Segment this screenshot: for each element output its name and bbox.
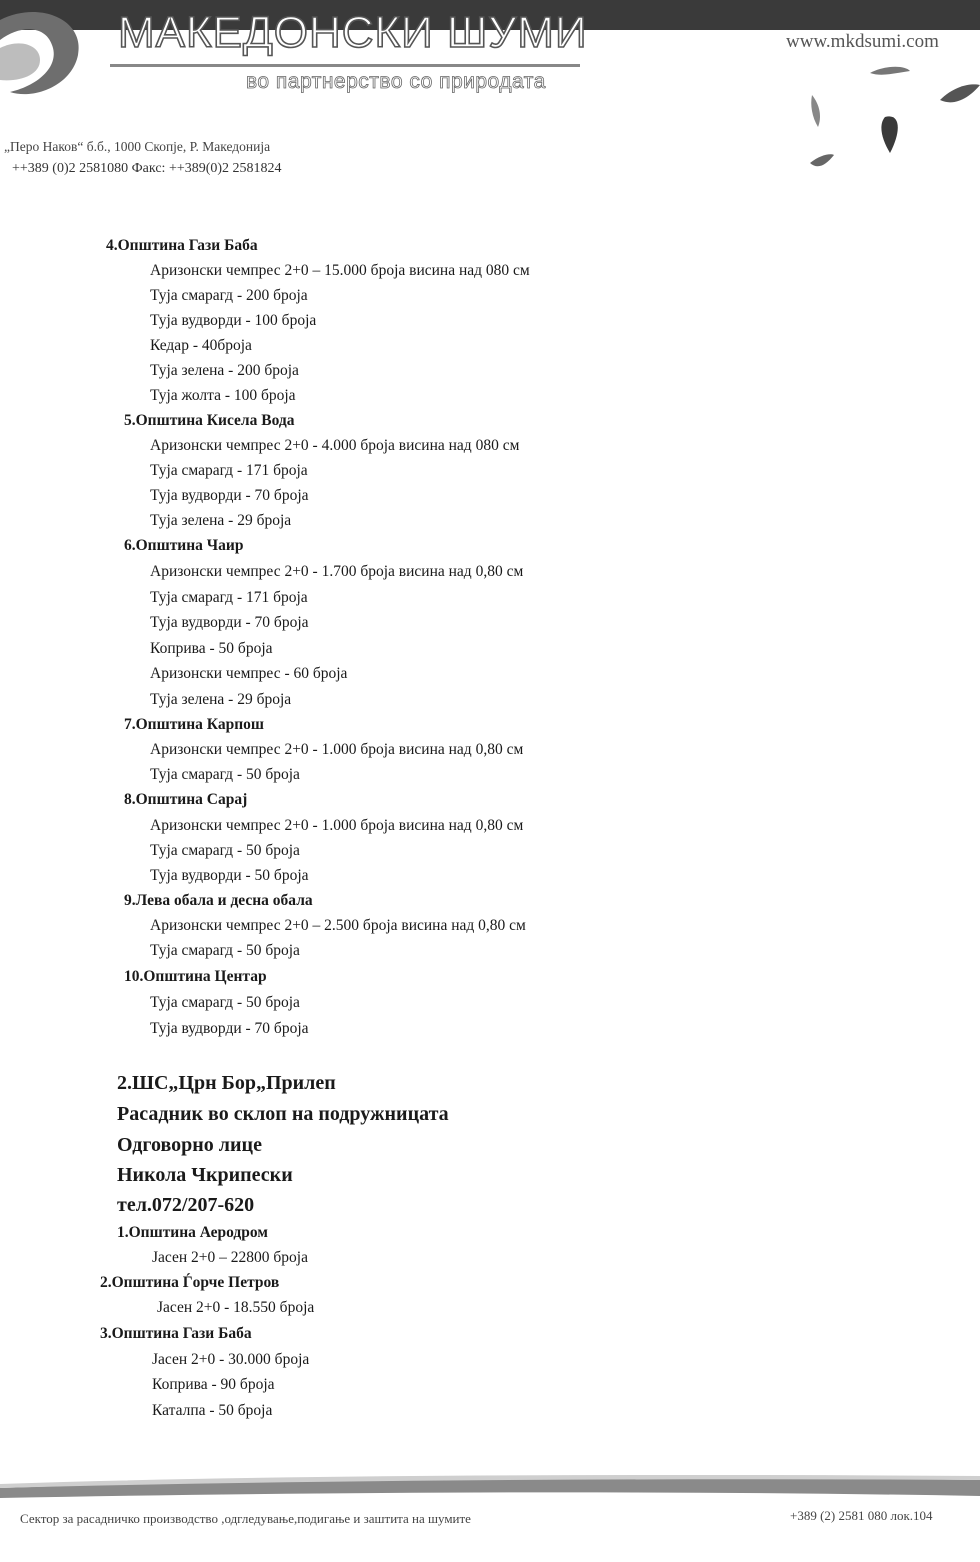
section-heading: 6.Општина Чаир [124, 537, 244, 554]
list-item: Аризонски чемпрес 2+0 – 2.500 броја висина над 0,80 см [150, 917, 526, 934]
list-item: Туја вудворди - 100 броја [150, 312, 317, 329]
list-item: Коприва - 90 броја [152, 1376, 275, 1393]
section-heading: 5.Општина Кисела Вода [124, 412, 295, 429]
section-heading: 4.Општина Гази Баба [106, 237, 258, 254]
section-heading: 1.Општина Аеродром [117, 1224, 268, 1241]
list-item: Туја смарагд - 171 броја [150, 462, 308, 479]
list-item: Туја смарагд - 50 броја [150, 942, 300, 959]
list-item: Кедар - 40броја [150, 337, 252, 354]
brand-title: МАКЕДОНСКИ ШУМИ [118, 8, 588, 57]
company-logo-icon [0, 0, 90, 105]
list-item: Каталпа - 50 броја [152, 1402, 273, 1419]
footer-divider-band [0, 1474, 980, 1500]
section-heading: 8.Општина Сарај [124, 791, 248, 808]
list-item: Јасен 2+0 - 30.000 броја [152, 1351, 310, 1368]
list-item: Аризонски чемпрес 2+0 – 15.000 броја висина над 080 см [150, 262, 530, 279]
section-heading: Никола Чкрипески [117, 1164, 293, 1186]
list-item: Туја вудворди - 50 броја [150, 867, 309, 884]
list-item: Аризонски чемпрес 2+0 - 1.700 броја висина над 0,80 см [150, 563, 524, 580]
list-item: Туја вудворди - 70 броја [150, 1020, 309, 1037]
section-heading: Расадник во склоп на подружницата [117, 1103, 449, 1125]
list-item: Аризонски чемпрес 2+0 - 4.000 броја висина над 080 см [150, 437, 520, 454]
list-item: Коприва - 50 броја [150, 640, 273, 657]
brand-underline [110, 64, 580, 67]
list-item: Туја смарагд - 50 броја [150, 994, 300, 1011]
list-item: Јасен 2+0 – 22800 броја [152, 1249, 308, 1266]
list-item: Туја зелена - 29 броја [150, 691, 292, 708]
section-heading: 10.Општина Центар [124, 968, 267, 985]
section-heading: 3.Општина Гази Баба [100, 1325, 252, 1342]
decorative-leaves-icon [790, 55, 980, 190]
company-address: „Перо Наков“ б.б., 1000 Скопје, Р. Македонија [4, 139, 271, 154]
section-heading: 9.Лева обала и десна обала [124, 892, 313, 909]
list-item: Туја зелена - 200 броја [150, 362, 299, 379]
list-item: Аризонски чемпрес 2+0 - 1.000 броја висина над 0,80 см [150, 817, 524, 834]
list-item: Туја смарагд - 200 броја [150, 287, 308, 304]
list-item: Туја смарагд - 50 броја [150, 766, 300, 783]
list-item: Аризонски чемпрес - 60 броја [150, 665, 348, 682]
footer-sector-text: Сектор за расадничко производство ,одгледување,подигање и заштита на шумите [20, 1511, 471, 1526]
section-heading: 2.ШС„Црн Бор„Прилеп [117, 1072, 336, 1094]
list-item: Јасен 2+0 - 18.550 броја [157, 1299, 315, 1316]
list-item: Туја зелена - 29 броја [150, 512, 292, 529]
section-heading: тел.072/207-620 [117, 1194, 255, 1216]
brand-subtitle: во партнерство со природата [246, 70, 546, 93]
list-item: Туја смарагд - 171 броја [150, 589, 308, 606]
section-heading: 7.Општина Карпош [124, 716, 264, 733]
list-item: Туја смарагд - 50 броја [150, 842, 300, 859]
section-heading: Одговорно лице [117, 1134, 262, 1156]
list-item: Туја вудворди - 70 броја [150, 487, 309, 504]
footer-phone: +389 (2) 2581 080 лок.104 [790, 1508, 933, 1523]
list-item: Туја жолта - 100 броја [150, 387, 296, 404]
company-phone: ++389 (0)2 2581080 Факс: ++389(0)2 2581824 [12, 161, 282, 176]
website-url: www.mkdsumi.com [786, 31, 939, 52]
list-item: Аризонски чемпрес 2+0 - 1.000 броја висина над 0,80 см [150, 741, 524, 758]
list-item: Туја вудворди - 70 броја [150, 614, 309, 631]
section-heading: 2.Општина Ѓорче Петров [100, 1274, 280, 1291]
